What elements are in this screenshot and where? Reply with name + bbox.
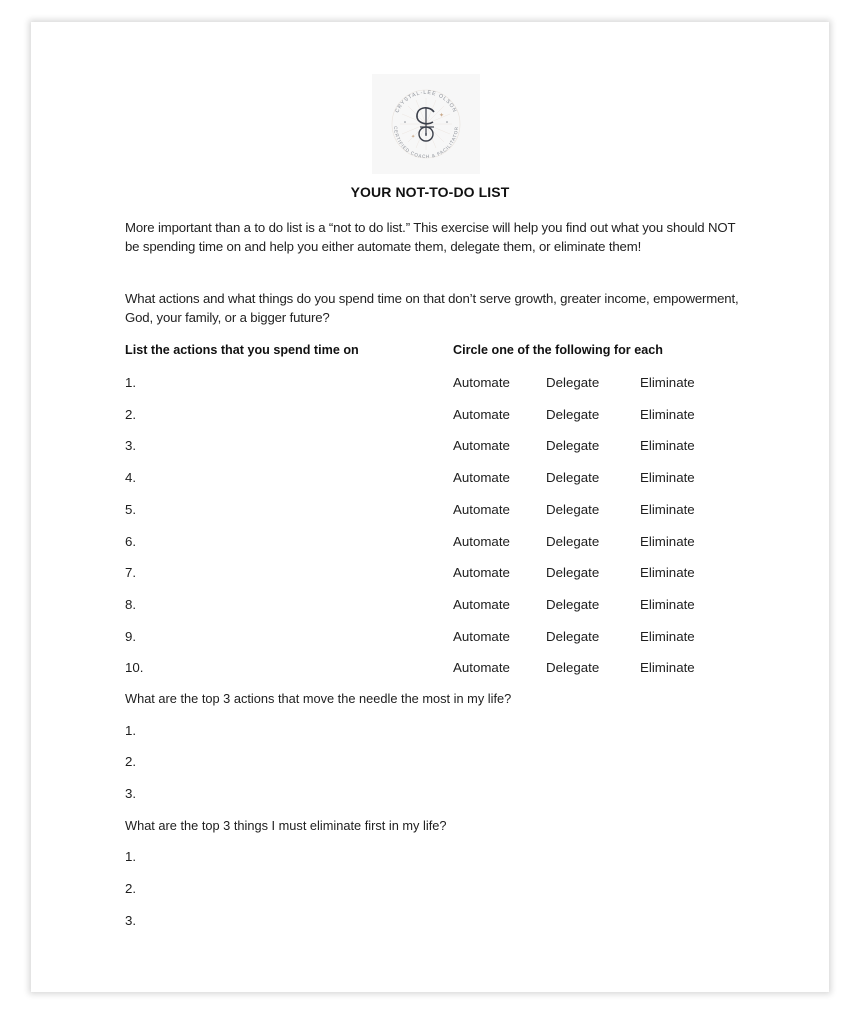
svg-text:✦: ✦ [411,134,416,140]
eliminate-option[interactable]: Eliminate [640,406,695,422]
delegate-option[interactable]: Delegate [546,438,600,454]
row-number[interactable]: 5. [125,501,137,517]
row-number[interactable]: 2. [125,406,137,422]
eliminate-option[interactable]: Eliminate [640,565,695,581]
delegate-option[interactable]: Delegate [546,375,600,390]
automate-option[interactable]: Automate [453,470,510,486]
row-number[interactable]: 9. [125,628,137,644]
automate-option[interactable]: Automate [453,628,510,644]
eliminate-question: What are the top 3 things I must eliminate first in my life? [125,818,447,833]
table-row [125,500,745,520]
automate-option[interactable]: Automate [453,660,510,676]
row-number[interactable]: 8. [125,596,137,612]
logo-ring-bottom-text: CERTIFIED COACH & FACILITATOR [392,125,460,160]
reflection-question: What actions and what things do you spend time on that don’t serve growth, greater income, empowerment, God, your family, or a bigger future? [125,291,739,325]
delegate-option[interactable]: Delegate [546,628,600,644]
logo-seal-icon [372,74,480,174]
row-number[interactable]: 6. [125,533,137,549]
needle-question: What are the top 3 actions that move the needle the most in my life? [125,691,512,706]
table-row [125,658,745,678]
eliminate-option[interactable]: Eliminate [640,660,695,676]
delegate-option[interactable]: Delegate [546,533,600,549]
svg-text:✦: ✦ [439,113,445,119]
eliminate-item-2[interactable]: 2. [125,881,137,896]
eliminate-option[interactable]: Eliminate [640,628,695,644]
row-number[interactable]: 10. [125,660,144,676]
table-row [125,436,745,456]
automate-option[interactable]: Automate [453,406,510,422]
eliminate-option[interactable]: Eliminate [640,470,695,486]
logo-ring-top-text: CRYSTAL-LEE OLSON [394,89,458,114]
eliminate-option[interactable]: Eliminate [640,438,695,454]
delegate-option[interactable]: Delegate [546,470,600,486]
eliminate-option[interactable]: Eliminate [640,375,695,390]
intro-paragraph: More important than a to do list is a “not to do list.” This exercise will help you find out what you should NOT be spending time on and help you either automate them, delegate them, or eliminate them! [125,220,736,254]
needle-item-1[interactable]: 1. [125,723,137,738]
automate-option[interactable]: Automate [453,375,510,390]
page-title: YOUR NOT-TO-DO LIST [350,184,510,200]
table-row [125,627,745,647]
eliminate-option[interactable]: Eliminate [640,596,695,612]
delegate-option[interactable]: Delegate [546,406,600,422]
row-number[interactable]: 3. [125,438,137,454]
table-row [125,373,745,393]
row-number[interactable]: 7. [125,565,137,581]
eliminate-option[interactable]: Eliminate [640,501,695,517]
table-row [125,468,745,488]
table-row [125,532,745,552]
automate-option[interactable]: Automate [453,596,510,612]
automate-option[interactable]: Automate [453,565,510,581]
automate-option[interactable]: Automate [453,501,510,517]
automate-option[interactable]: Automate [453,438,510,454]
table-row [125,595,745,615]
brand-logo [372,74,480,174]
table-row [125,563,745,583]
delegate-option[interactable]: Delegate [546,596,600,612]
eliminate-option[interactable]: Eliminate [640,533,695,549]
eliminate-item-3[interactable]: 3. [125,913,137,928]
needle-item-2[interactable]: 2. [125,754,137,769]
choice-column-header: Circle one of the following for each [453,343,663,357]
row-number[interactable]: 1. [125,375,137,390]
row-number[interactable]: 4. [125,470,137,486]
automate-option[interactable]: Automate [453,533,510,549]
delegate-option[interactable]: Delegate [546,501,600,517]
delegate-option[interactable]: Delegate [546,660,600,676]
delegate-option[interactable]: Delegate [546,565,600,581]
actions-column-header: List the actions that you spend time on [125,343,359,357]
eliminate-item-1[interactable]: 1. [125,849,137,864]
table-row [125,405,745,425]
needle-item-3[interactable]: 3. [125,786,137,801]
